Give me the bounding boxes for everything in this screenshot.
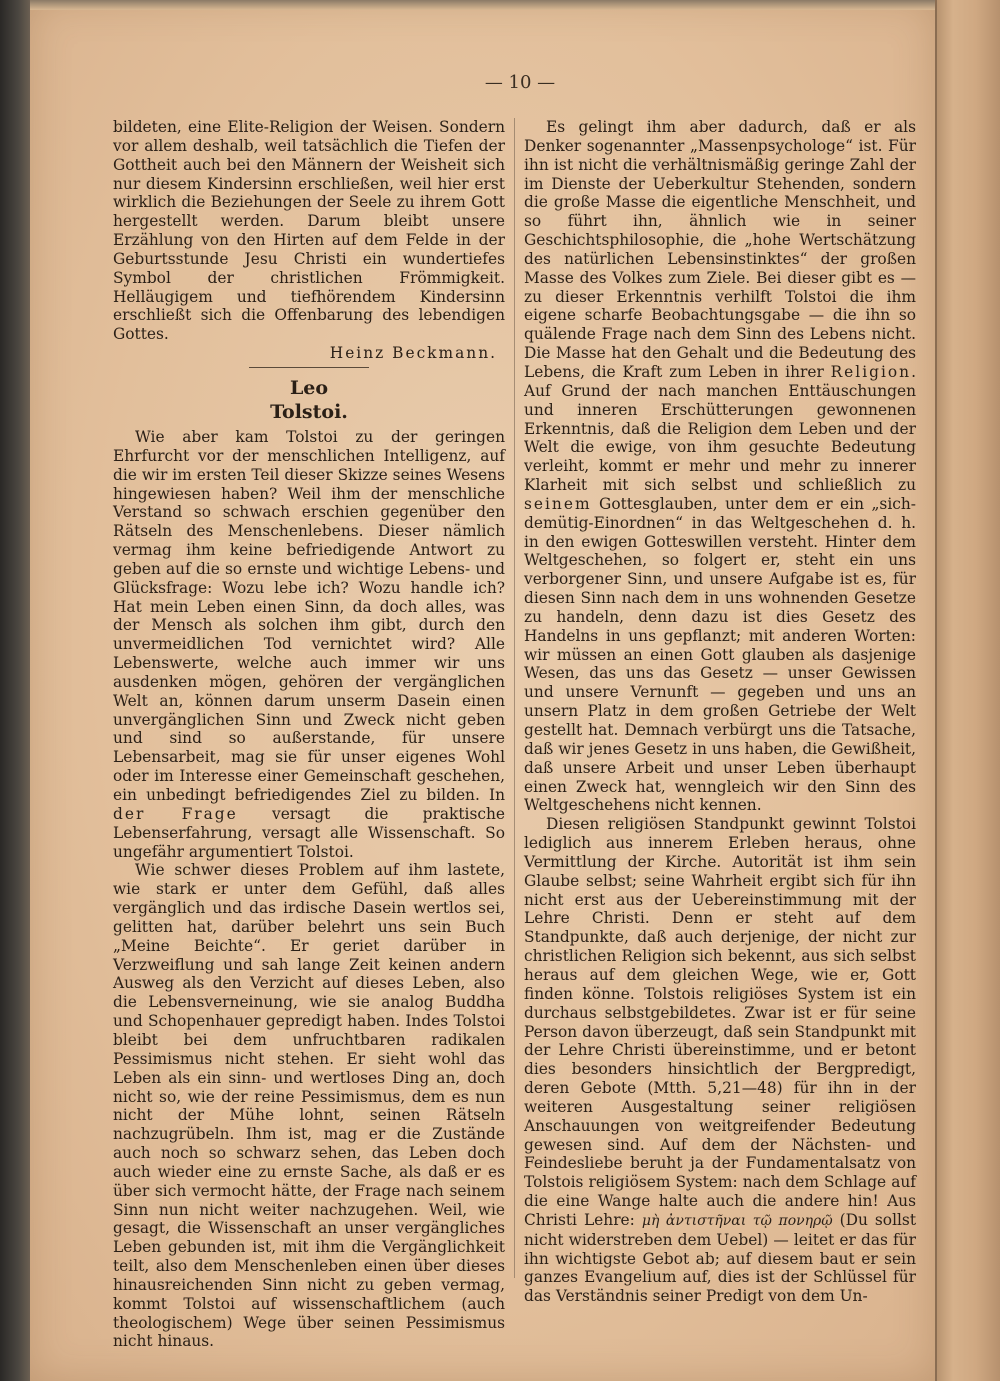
spaced-emphasis: seinem: [524, 494, 592, 513]
page-number: — 10 —: [484, 72, 556, 93]
left-column: [113, 118, 505, 1351]
paragraph-text: versagt die praktische Lebenserfahrung, versagt alle Wissenschaft. So ungefähr argumentiert Tolstoi.: [113, 804, 506, 861]
greek-quote: μὴ ἀντιστῆναι τῷ πονηρῷ: [641, 1212, 833, 1229]
spaced-emphasis: Religion: [830, 362, 912, 381]
paragraph-text: (Du sollst nicht widerstreben dem Uebel) — leitet er das für ihn wichtigste Gebot ab; auf diesem baut er sein ganzes Evangelium auf, dies ist der Schlüssel für das Verständnis seiner Predigt von dem Un-: [524, 1210, 917, 1306]
paragraph: [524, 815, 916, 1306]
paragraph-text: Es gelingt ihm aber dadurch, daß er als Denker sogenannter „Massenpsychologe“ ist. Für ihn ist nicht die verhältnismäßig geringe Zahl der im Dienste der Ueberkultur Stehenden, sondern die große Masse die eigentliche Menschheit, und so führt ihn, ähnlich wie in seiner Geschichtsphilosophie, die „hohe Wertschätzung des natürlichen Lebensinstinktes“ der großen Masse des Volkes zum Ziele. Bei dieser gibt es — zu dieser Erkenntnis verhilft Tolstoi die ihm eigene scharfe Beobachtungsgabe — die ihn so quälende Frage nach dem Sinn des Lebens nicht. Die Masse hat den Gehalt und die Bedeutung des Lebens, die Kraft zum Leben in ihrer: [524, 118, 916, 381]
right-column: [524, 118, 916, 1306]
paragraph: [524, 118, 916, 815]
adjacent-page-edge: [935, 0, 1000, 1381]
spaced-emphasis: der Frage: [113, 804, 238, 823]
paragraph: Wie schwer dieses Problem auf ihm lastete, wie stark er unter dem Gefühl, daß alles vergänglich und das irdische Dasein wertlos sei, gelitten hat, darüber belehrt uns sein Buch „Meine Beichte“. Er geriet darüber in Verzweiflung und sah lange Zeit keinen andern Ausweg als den Verzicht auf dieses Leben, also die Lebensverneinung, wie sie analog Buddha und Schopenhauer gepredigt haben. Indes Tolstoi bleibt bei dem unfruchtbaren radikalen Pessimismus nicht stehen. Er sieht wohl das Leben als ein sinn- und wertloses Ding an, doch nicht so, wie der reine Pessimismus, dem es nun nicht der Mühe lohnt, seinen Rätseln nachzugrübeln. Ihm ist, mag er die Zustände auch noch so schwarz sehen, das Leben doch auch wieder eine zu ernste Sache, als daß er es über sich vermocht hätte, der Frage nach seinem Sinn nun nicht weiter nachzugehen. Weil, wie gesagt, die Wissenschaft an unser vergängliches Leben gebunden ist, mit ihm die Vergänglichkeit teilt, also dem Menschenleben einen über dieses hinausreichenden Sinn nicht zu geben vermag, kommt Tolstoi auf wissenschaftlichem (auch theologischem) Wege über seinen Pessimismus nicht hinaus.: [113, 861, 505, 1351]
author-signature: Heinz Beckmann.: [329, 344, 497, 363]
page-top-edge: [30, 0, 935, 10]
paragraph-text: Gottesglauben, unter dem er ein „sich-demütig-Einordnen“ in das Weltgeschehen d. h. in den ewigen Gotteswillen versteht. Hinter dem Weltgeschehen, so folgert er, steht ein uns verborgener Sinn, und unsere Aufgabe ist es, für diesen Sinn nach dem in uns wohnenden Gesetze zu handeln, denn dazu ist dies Gesetz des Handelns in uns gepflanzt; mit anderen Worten: wir müssen an einen Gott glauben als dasjenige Wesen, das uns das Gesetz — unser Gewissen und unsere Vernunft — gegeben und uns an unsern Platz in dem großen Getriebe der Welt gestellt hat. Demnach verbürgt uns die Tatsache, daß wir jenes Gesetz in uns haben, die Gewißheit, daß unsere Arbeit und unser Leben überhaupt einen Zweck hat, wenngleich wir den Sinn des Weltgeschehens nicht kennen.: [524, 494, 916, 815]
paragraph: [113, 428, 505, 861]
intro-paragraph: bildeten, eine Elite-Religion der Weisen. Sondern vor allem deshalb, weil tatsächlich die Tiefen der Gottheit auch bei den Männern der Weisheit sich nur diesem Kindersinn erschließen, weil hier erst wirklich die Beziehungen der Seele zu ihrem Gott hergestellt werden. Darum bleibt unsere Erzählung von den Hirten auf dem Felde in der Geburtsstunde Jesu Christi ein wundertiefes Symbol der christlichen Frömmigkeit. Helläugigem und tiefhörendem Kindersinn erschließt sich die Offenbarung des lebendigen Gottes.: [113, 118, 505, 344]
column-divider: [514, 118, 515, 1278]
paragraph-text: Diesen religiösen Standpunkt gewinnt Tolstoi lediglich aus innerem Erleben heraus, ohne Vermittlung der Kirche. Autorität ist ihm sein Glaube selbst; seine Wahrheit ergibt sich für ihn nicht erst aus der Uebereinstimmung mit der Lehre Christi. Denn er steht auf dem Standpunkte, daß auch derjenige, der nicht zur christlichen Religion sich bekennt, aus sich selbst heraus auf dem gleichen Wege, wie er, Gott finden könne. Tolstois religiöses System ist ein durchaus selbstgebildetes. Zwar ist er für seine Person davon überzeugt, daß sein Standpunkt mit der Lehre Christi übereinstimme, und er betont dies besonders hinsichtlich der Bergpredigt, deren Gebote (Mtth. 5,21—48) für ihn in der weiteren Ausgestaltung seiner religiösen Anschauungen von weitgreifender Bedeutung gewesen sind. Auf dem der Nächsten- und Feindesliebe beruht ja der Fundamentalsatz von Tolstois religiösem System: nach dem Schlage auf die eine Wange halte auch die andere hin! Aus Christi Lehre:: [524, 815, 916, 1229]
scan-left-edge: [0, 0, 30, 1381]
paragraph-text: Wie aber kam Tolstoi zu der geringen Ehrfurcht vor der menschlichen Intelligenz, auf die wir im ersten Teil dieser Skizze seines Wesens hingewiesen haben? Weil ihm der menschliche Verstand so schwach erschien gegenüber den Rätseln des Menschenlebens. Dieser nämlich vermag ihm keine befriedigende Antwort zu geben auf die so ernste und wichtige Lebens- und Glücksfrage: Wozu lebe ich? Wozu handle ich? Hat mein Leben einen Sinn, da doch alles, was der Mensch als solchen ihm gibt, durch den unvermeidlichen Tod vernichtet wird? Alle Lebenswerte, welche auch immer wir uns ausdenken mögen, gehören der vergänglichen Welt an, können darum unserm Dasein einen unvergänglichen Sinn und Zweck nicht geben und sind so außerstande, für unsere Lebensarbeit, mag sie für unser eigenes Wohl oder im Interesse einer Gemeinschaft geschehen, ein unbedingt befriedigendes Ziel zu bilden. In: [113, 427, 505, 804]
paragraph-text: . Auf Grund der nach manchen Enttäuschungen und inneren Erschütterungen gewonnenen Erkenntnis, daß die Religion dem Leben und der Welt die ewige, von ihm gesuchte Bedeutung verleiht, kommt er mehr und mehr zu innerer Klarheit mit sich selbst und schließlich zu: [524, 362, 916, 495]
section-title: Leo Tolstoi.: [249, 367, 369, 424]
